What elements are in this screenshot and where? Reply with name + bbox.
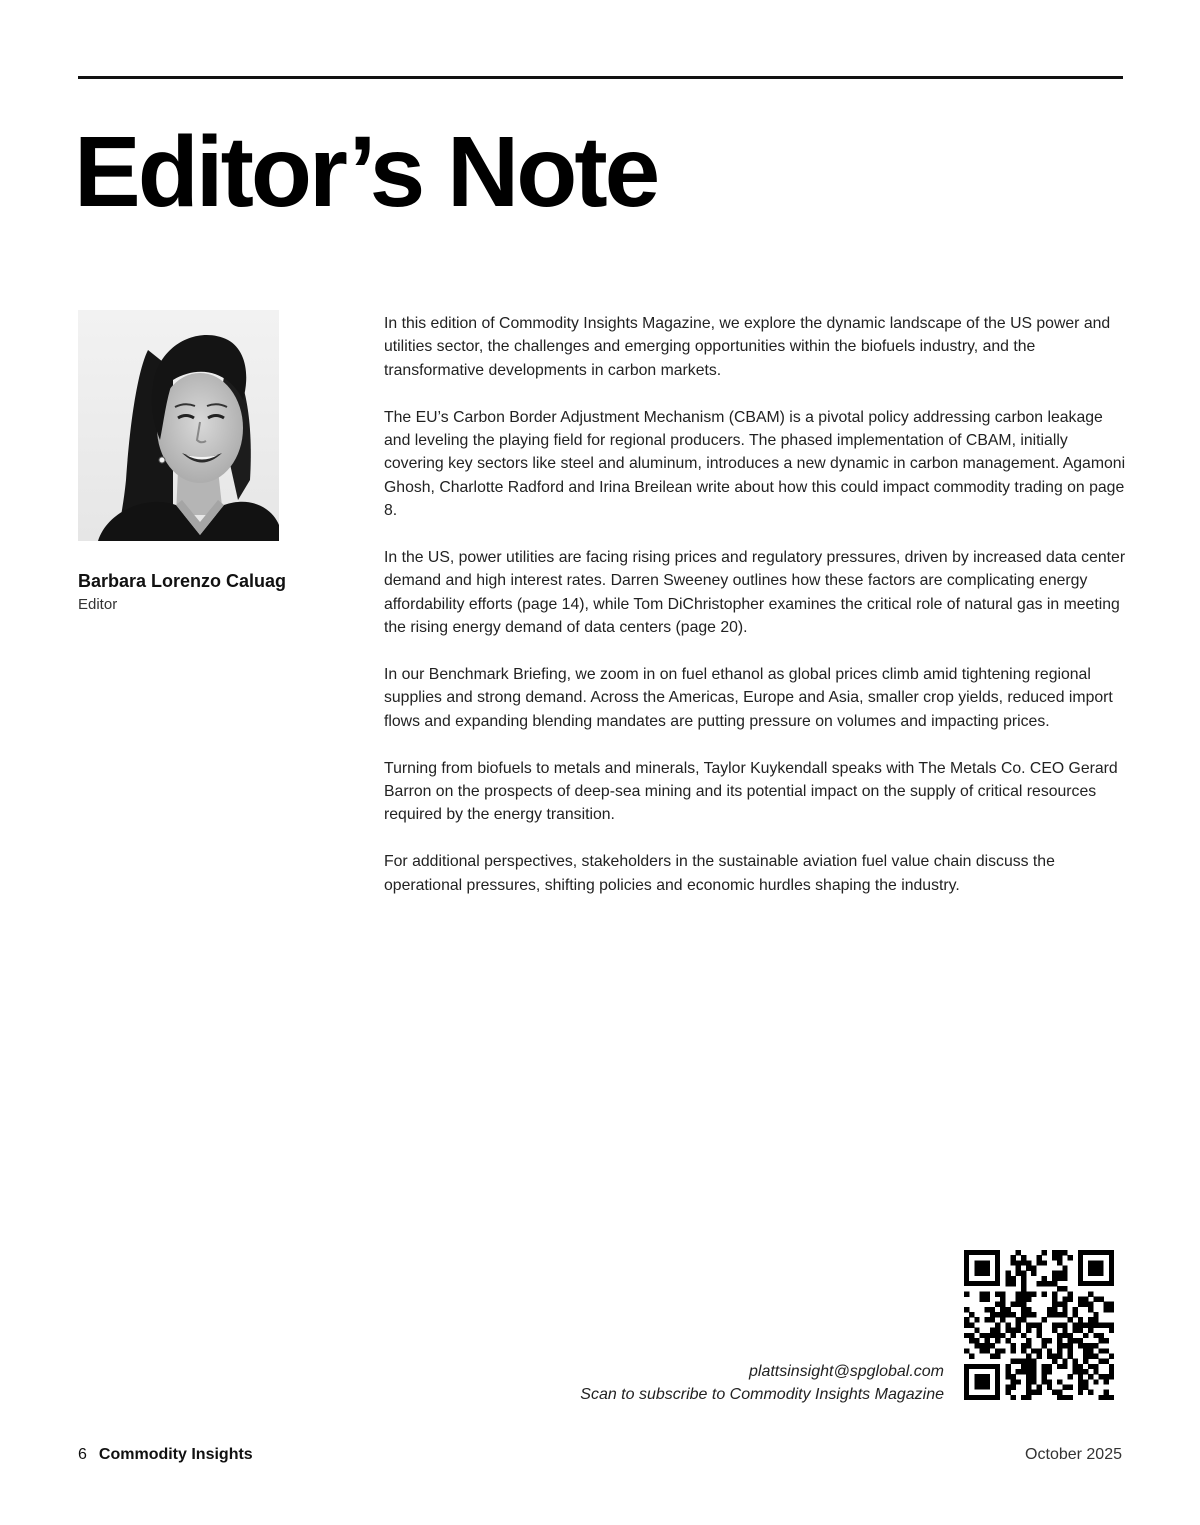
article-paragraph: The EU’s Carbon Border Adjustment Mechanism (CBAM) is a pivotal policy addressing carbon leakage and leveling the playing field for regional producers. The phased implementation of CBAM, initially covering key sectors like steel and aluminum, introduces a new dynamic in carbon management. Agamoni Ghosh, Charlotte Radford and Irina Breilean write about how this could impact commodity trading on page 8.	[384, 408, 1126, 520]
publication-name: Commodity Insights	[98, 1446, 253, 1463]
page-title: Editor’s Note	[74, 116, 658, 228]
contact-block	[580, 1360, 944, 1406]
article-paragraph: Turning from biofuels to metals and minerals, Taylor Kuykendall speaks with The Metals Co. CEO Gerard Barron on the prospects of deep-sea mining and its potential impact on the supply of critical resources required by the energy transition.	[384, 759, 1118, 824]
subscribe-qr-code[interactable]	[964, 1250, 1114, 1400]
article-body	[384, 312, 1128, 920]
article-paragraph: In this edition of Commodity Insights Magazine, we explore the dynamic landscape of the US power and utilities sector, the challenges and emerging opportunities within the biofuels industry, and the transformative developments in carbon markets.	[384, 315, 1111, 379]
contact-email-link[interactable]: plattsinsight@spglobal.com	[748, 1363, 944, 1380]
footer-publication	[78, 1444, 253, 1466]
editor-photo	[78, 310, 279, 541]
editor-role: Editor	[78, 596, 118, 613]
footer-date: October 2025	[1025, 1446, 1122, 1463]
editor-name: Barbara Lorenzo Caluag	[78, 571, 287, 591]
top-rule	[78, 76, 1123, 79]
article-paragraph: In our Benchmark Briefing, we zoom in on fuel ethanol as global prices climb amid tightening regional supplies and strong demand. Across the Americas, Europe and Asia, smaller crop yields, reduced import flows and expanding blending mandates are putting pressure on volumes and impacting prices.	[384, 666, 1113, 730]
subscribe-caption: Scan to subscribe to Commodity Insights Magazine	[580, 1386, 944, 1403]
article-paragraph: In the US, power utilities are facing rising prices and regulatory pressures, driven by increased data center demand and high interest rates. Darren Sweeney outlines how these factors are complicating energy affordability efforts (page 14), while Tom DiChristopher examines the critical role of natural gas in meeting the rising energy demand of data centers (page 20).	[384, 549, 1126, 637]
article-paragraph: For additional perspectives, stakeholders in the sustainable aviation fuel value chain discuss the operational pressures, shifting policies and economic hurdles shaping the industry.	[384, 853, 1055, 894]
page-number: 6	[78, 1446, 87, 1463]
